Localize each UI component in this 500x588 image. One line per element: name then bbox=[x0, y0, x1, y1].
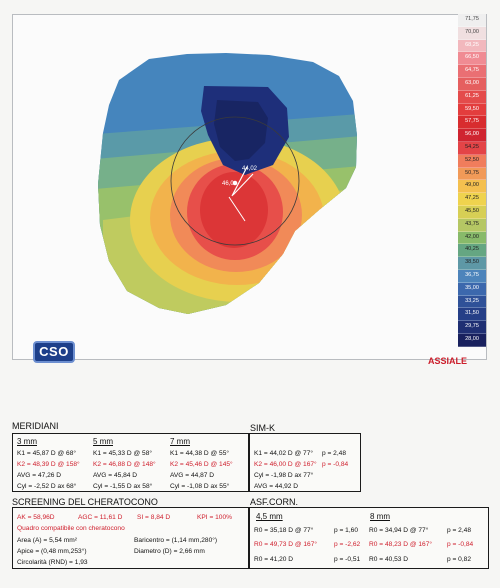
color-scale bbox=[458, 14, 486, 347]
scale-item: 42,00 bbox=[458, 232, 486, 245]
scale-item: 71,75 bbox=[458, 14, 486, 27]
asf-header-45mm: 4,5 mm bbox=[256, 512, 283, 521]
scale-item: 50,75 bbox=[458, 168, 486, 181]
scale-item: 33,25 bbox=[458, 296, 486, 309]
simk-title: SIM-K bbox=[250, 423, 276, 433]
scale-item: 54,25 bbox=[458, 142, 486, 155]
scale-item: 45,50 bbox=[458, 206, 486, 219]
meridiani-avg-7mm: AVG = 44,87 D bbox=[170, 472, 215, 479]
asf-row3-r0-45: R0 = 41,20 D bbox=[254, 556, 294, 563]
cso-logo: CSO bbox=[33, 341, 75, 363]
simk-cyl: Cyl = -1,98 D ax 77° bbox=[254, 472, 314, 479]
scale-item: 61,25 bbox=[458, 91, 486, 104]
meridiani-title: MERIDIANI bbox=[12, 421, 59, 431]
scale-item: 40,25 bbox=[458, 244, 486, 257]
meridiani-k2-5mm: K2 = 46,88 D @ 148° bbox=[93, 461, 156, 468]
simk-k2: K2 = 46,00 D @ 167° bbox=[254, 461, 317, 468]
simk-avg: AVG = 44,92 D bbox=[254, 483, 299, 490]
map-label-top: 44,02 bbox=[242, 166, 258, 172]
screening-baricentro: Baricentro = (1,14 mm,280°) bbox=[134, 537, 218, 544]
meridiani-k1-7mm: K1 = 44,38 D @ 55° bbox=[170, 450, 230, 457]
meridiani-k2-3mm: K2 = 48,39 D @ 158° bbox=[17, 461, 80, 468]
topography-map-panel bbox=[12, 14, 487, 366]
asf-row1-p-8: p = 2,48 bbox=[447, 527, 472, 534]
scale-item: 70,00 bbox=[458, 27, 486, 40]
scale-item: 28,00 bbox=[458, 334, 486, 347]
asf-row1-r0-8: R0 = 34,94 D @ 77° bbox=[369, 527, 429, 534]
meridiani-header-5mm: 5 mm bbox=[93, 437, 113, 446]
meridiani-cyl-7mm: Cyl = -1,08 D ax 55° bbox=[170, 483, 230, 490]
meridiani-k2-7mm: K2 = 45,46 D @ 145° bbox=[170, 461, 233, 468]
scale-item: 59,50 bbox=[458, 104, 486, 117]
scale-item: 36,75 bbox=[458, 270, 486, 283]
meridiani-header-3mm: 3 mm bbox=[17, 437, 37, 446]
screening-apice: Apice = (0,48 mm,253°) bbox=[17, 548, 87, 555]
scale-item: 68,25 bbox=[458, 40, 486, 53]
screening-ak: AK = 58,96D bbox=[17, 514, 55, 521]
scale-item: 43,75 bbox=[458, 219, 486, 232]
simk-k1: K1 = 44,02 D @ 77° bbox=[254, 450, 314, 457]
screening-si: SI = 8,84 D bbox=[137, 514, 171, 521]
scale-item: 38,50 bbox=[458, 257, 486, 270]
simk-k2-p: p = -0,84 bbox=[322, 461, 349, 468]
screening-title: SCREENING DEL CHERATOCONO bbox=[12, 497, 158, 507]
assiale-label: ASSIALE bbox=[428, 356, 468, 366]
scale-item: 29,75 bbox=[458, 321, 486, 334]
meridiani-header-7mm: 7 mm bbox=[170, 437, 190, 446]
scale-item: 56,00 bbox=[458, 129, 486, 142]
asf-title: ASF.CORN. bbox=[250, 497, 299, 507]
asf-row2-r0-8: R0 = 48,23 D @ 167° bbox=[369, 541, 433, 548]
asf-row2-p-45: p = -2,62 bbox=[334, 541, 361, 548]
screening-quadro: Quadro compatibile con cheratocono bbox=[17, 525, 125, 532]
map-label-center: 46,0 bbox=[222, 181, 234, 187]
asf-row2-p-8: p = -0,84 bbox=[447, 541, 474, 548]
meridiani-cyl-5mm: Cyl = -1,55 D ax 58° bbox=[93, 483, 153, 490]
screening-diametro: Diametro (D) = 2,66 mm bbox=[134, 548, 205, 555]
simk-k1-p: p = 2,48 bbox=[322, 450, 347, 457]
scale-item: 64,75 bbox=[458, 65, 486, 78]
asf-header-8mm: 8 mm bbox=[370, 512, 390, 521]
scale-item: 52,50 bbox=[458, 155, 486, 168]
topography-map bbox=[13, 15, 486, 359]
asf-row2-r0-45: R0 = 49,73 D @ 167° bbox=[254, 541, 318, 548]
asf-row1-r0-45: R0 = 35,18 D @ 77° bbox=[254, 527, 314, 534]
scale-item: 31,50 bbox=[458, 308, 486, 321]
screening-agc: AGC = 11,61 D bbox=[78, 514, 123, 521]
meridiani-k1-5mm: K1 = 45,33 D @ 58° bbox=[93, 450, 153, 457]
asf-row3-p-45: p = -0,51 bbox=[334, 556, 361, 563]
meridiani-avg-3mm: AVG = 47,26 D bbox=[17, 472, 62, 479]
screening-circolarita: Circolarità (RND) = 1,93 bbox=[17, 559, 88, 566]
meridiani-cyl-3mm: Cyl = -2,52 D ax 68° bbox=[17, 483, 77, 490]
screening-kpi: KPI = 100% bbox=[197, 514, 233, 521]
meridiani-avg-5mm: AVG = 45,84 D bbox=[93, 472, 138, 479]
scale-item: 66,50 bbox=[458, 52, 486, 65]
screening-area: Area (A) = 5,54 mm² bbox=[17, 537, 77, 544]
asf-row3-r0-8: R0 = 40,53 D bbox=[369, 556, 409, 563]
scale-item: 47,25 bbox=[458, 193, 486, 206]
asf-row1-p-45: p = 1,60 bbox=[334, 527, 359, 534]
scale-item: 57,75 bbox=[458, 116, 486, 129]
asf-row3-p-8: p = 0,82 bbox=[447, 556, 472, 563]
scale-item: 49,00 bbox=[458, 180, 486, 193]
meridiani-k1-3mm: K1 = 45,87 D @ 68° bbox=[17, 450, 77, 457]
scale-item: 63,00 bbox=[458, 78, 486, 91]
scale-item: 35,00 bbox=[458, 283, 486, 296]
